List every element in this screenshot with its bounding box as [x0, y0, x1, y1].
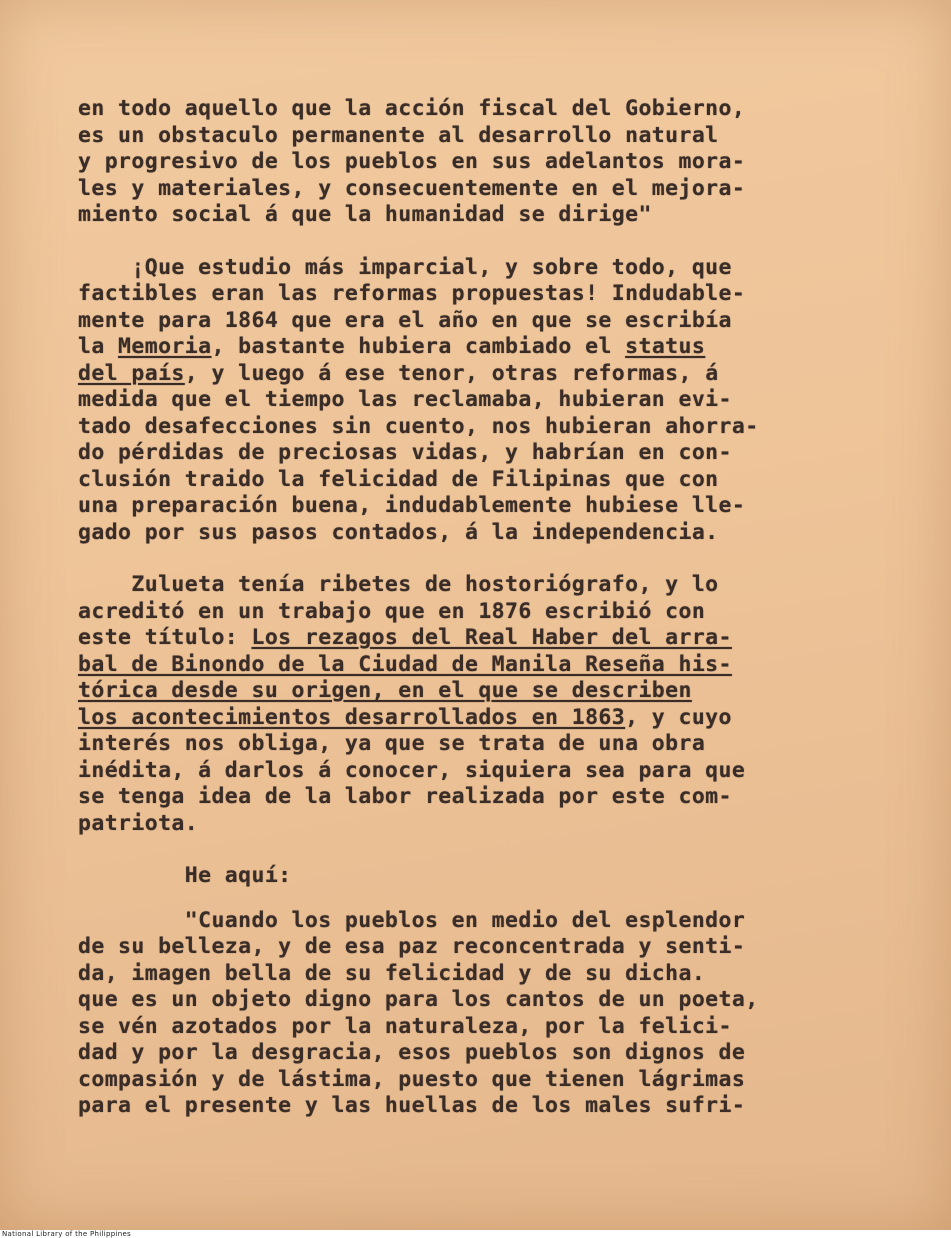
text-line: acreditó en un trabajo que en 1876 escribió con	[78, 598, 706, 624]
paragraph-3	[78, 572, 878, 837]
text-line: dad y por la desgracia, esos pueblos son dignos de	[78, 1040, 746, 1065]
text-line	[78, 678, 878, 705]
text-line	[78, 652, 878, 679]
text-line: es un obstaculo permanente al desarrollo natural	[78, 122, 719, 148]
underlined-del: del	[78, 360, 119, 386]
text-line: interés nos obliga, ya que se trata de una obra	[78, 731, 706, 756]
line-text: , y luego á ese tenor, otras reformas, á	[184, 360, 719, 386]
text-line: para el presente y las huellas de los males sufri-	[78, 1093, 746, 1118]
text-line: da, imagen bella de su felicidad y de su dicha.	[78, 960, 706, 986]
underlined-memoria: Memoria	[118, 334, 212, 359]
text-line	[78, 908, 878, 935]
paragraph-1	[78, 96, 878, 229]
text-line: compasión y de lástima, puesto que tienen lágrimas	[78, 1066, 746, 1092]
text-line	[78, 705, 878, 732]
text-line	[78, 334, 878, 361]
line-text: , y cuyo	[625, 704, 732, 730]
text-line	[78, 255, 878, 282]
underlined-title: tórica desde su origen, en el que se describen	[78, 678, 692, 703]
line-text: este título:	[78, 625, 252, 650]
underlined-title: bal de Binondo de la Ciudad de Manila Reseña his-	[78, 651, 732, 677]
text-line	[78, 625, 878, 652]
underlined-title: Los rezagos del Real Haber del arra-	[251, 625, 732, 650]
text-line: de su belleza, y de esa paz reconcentrada y senti-	[78, 934, 746, 959]
text-line: inédita, á darlos á conocer, siquiera sea para que	[78, 757, 746, 783]
text-line	[78, 361, 878, 388]
text-line: do pérdidas de preciosas vidas, y habrían en con-	[78, 440, 732, 465]
text-line: una preparación buena, indudablemente hubiese lle-	[78, 493, 746, 518]
text-line: patriota.	[78, 810, 199, 836]
text-line: les y materiales, y consecuentemente en el mejora-	[78, 175, 746, 201]
text-line: gado por sus pasos contados, á la independencia.	[78, 519, 719, 545]
text-line: y progresivo de los pueblos en sus adelantos mora-	[78, 149, 746, 174]
text-line: factibles eran las reformas propuestas! Indudable-	[78, 281, 746, 306]
document-body	[78, 96, 878, 1120]
line-text: ¡Que estudio más imparcial, y sobre todo, que	[131, 254, 732, 280]
text-line: se tenga idea de la labor realizada por este com-	[78, 784, 732, 809]
line-text: "Cuando los pueblos en medio del esplendor	[184, 907, 746, 933]
he-aqui-heading	[78, 863, 878, 890]
line-text: Zulueta tenía ribetes de hostoriógrafo, y lo	[131, 572, 719, 597]
text-line: miento social á que la humanidad se dirige"	[78, 202, 652, 227]
underlined-title: los acontecimientos desarrollados en 1863	[78, 704, 626, 730]
line-text: la	[78, 334, 119, 359]
text-line: se vén azotados por la naturaleza, por la felici-	[78, 1013, 732, 1039]
line-text: , bastante hubiera cambiado el	[211, 334, 626, 359]
underlined-status: status	[625, 334, 706, 359]
text-line: clusión traido la felicidad de Filipinas que con	[78, 466, 719, 492]
paragraph-4	[78, 908, 878, 1120]
text-line: tado desafecciones sin cuento, nos hubieran ahorra-	[78, 413, 759, 439]
text-line: medida que el tiempo las reclamaba, hubieran evi-	[78, 387, 732, 412]
text-line: mente para 1864 que era el año en que se escribía	[78, 307, 732, 333]
text-line: en todo aquello que la acción fiscal del Gobierno,	[78, 96, 746, 121]
text-line: que es un objeto digno para los cantos de un poeta,	[78, 987, 759, 1012]
paragraph-2	[78, 255, 878, 547]
text-line	[78, 572, 878, 599]
library-footer: National Library of the Philippines	[2, 1230, 131, 1238]
heading-text: He aquí:	[184, 863, 292, 888]
underlined-pais: país	[118, 360, 185, 386]
